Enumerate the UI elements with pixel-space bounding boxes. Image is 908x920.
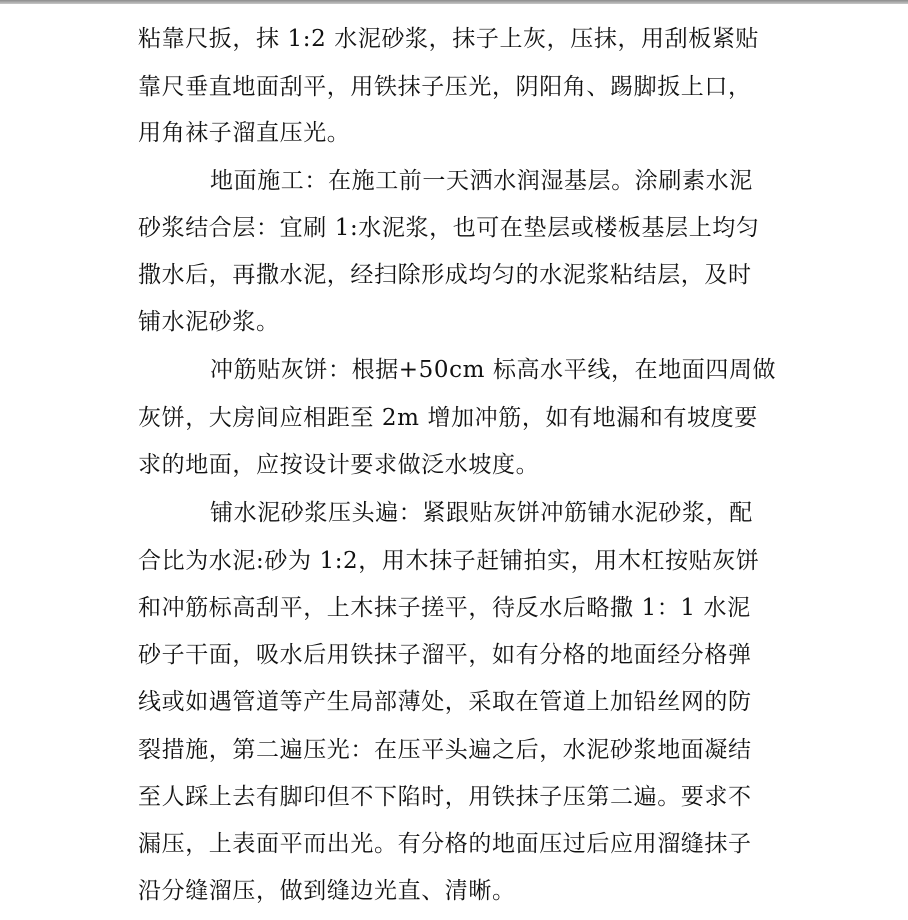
paragraph-line: 漏压，上表面平而出光。有分格的地面压过后应用溜缝抹子 — [138, 831, 752, 857]
paragraph-first-line: 铺水泥砂浆压头遍：紧跟贴灰饼冲筋铺水泥砂浆，配 — [210, 500, 753, 526]
paragraph-first-line: 冲筋贴灰饼：根据+50cm 标高水平线，在地面四周做 — [210, 357, 777, 383]
paragraph-line: 裂措施，第二遍压光：在压平头遍之后，水泥砂浆地面凝结 — [138, 737, 752, 763]
paragraph-line: 靠尺垂直地面刮平，用铁抹子压光，阴阳角、踢脚扳上口， — [138, 74, 752, 100]
paragraph-line: 和冲筋标高刮平，上木抹子搓平，待反水后略撒 1：1 水泥 — [138, 595, 751, 621]
paragraph-line: 铺水泥砂浆。 — [138, 309, 280, 335]
paragraph-line: 线或如遇管道等产生局部薄处，采取在管道上加铅丝网的防 — [138, 689, 752, 715]
paragraph-line: 砂子干面，吸水后用铁抹子溜平，如有分格的地面经分格弹 — [138, 642, 752, 668]
paragraph-line: 沿分缝溜压，做到缝边光直、清晰。 — [138, 878, 516, 904]
paragraph-line: 至人踩上去有脚印但不下陷时，用铁抹子压第二遍。要求不 — [138, 784, 752, 810]
paragraph-line: 撒水后，再撒水泥，经扫除形成均匀的水泥浆粘结层，及时 — [138, 262, 752, 288]
paragraph-line: 用角袜子溜直压光。 — [138, 120, 351, 146]
paragraph-line: 粘靠尺扳，抹 1:2 水泥砂浆，抹子上灰，压抹，用刮板紧贴 — [138, 26, 760, 52]
paragraph-line: 砂浆结合层：宜刷 1:水泥浆，也可在垫层或楼板基层上均匀 — [138, 215, 760, 241]
paragraph-line: 合比为水泥:砂为 1:2，用木抹子赶铺拍实，用木杠按贴灰饼 — [138, 548, 760, 574]
paragraph-first-line: 地面施工：在施工前一天洒水润湿基层。涂刷素水泥 — [210, 168, 753, 194]
paragraph-line: 求的地面，应按设计要求做泛水坡度。 — [138, 452, 540, 478]
paragraph-line: 灰饼，大房间应相距至 2m 增加冲筋，如有地漏和有坡度要 — [138, 405, 758, 431]
